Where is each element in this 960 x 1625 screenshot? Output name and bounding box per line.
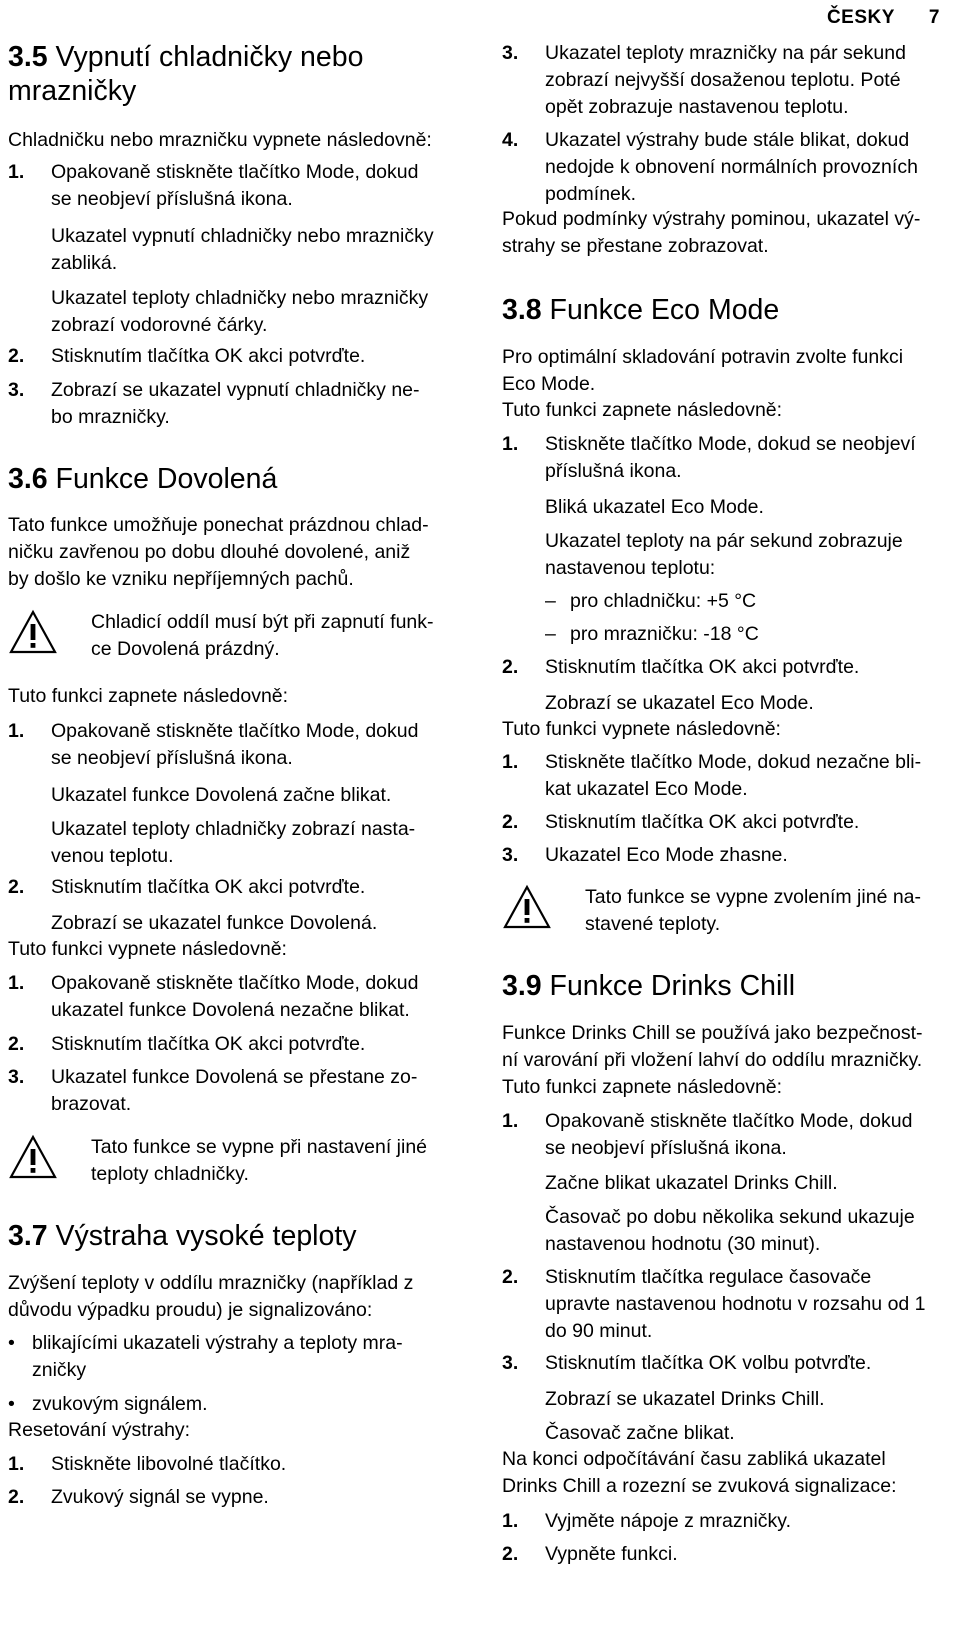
step-note: Ukazatel funkce Dovolená začne blikat. [51, 784, 392, 806]
step-number: 2. [8, 1033, 25, 1055]
step-text: Stisknutím tlačítka OK akci potvrďte. [545, 656, 860, 678]
section-title: Funkce Drinks Chill [549, 970, 796, 1002]
warning-box [8, 1134, 453, 1188]
step-note [545, 1204, 947, 1258]
page-number: 7 [928, 7, 940, 28]
paragraph: Resetování výstrahy: [8, 1419, 191, 1441]
paragraph-line: Funkce Drinks Chill se používá jako bezpečnost- [502, 1022, 923, 1044]
warning-box [502, 884, 947, 938]
step-text: příslušná ikona. [545, 460, 682, 482]
step-text: Vyjměte nápoje z mrazničky. [545, 1510, 792, 1532]
step-text: upravte nastavenou hodnotu v rozsahu od 1 [545, 1293, 926, 1315]
list-item [502, 1541, 947, 1568]
step-text: Stisknutím tlačítka OK volbu potvrďte. [545, 1352, 872, 1374]
section-number: 3.6 [8, 463, 48, 495]
section-3-6-heading [8, 462, 453, 496]
step-text: Zobrazí se ukazatel vypnutí chladničky ne- [51, 379, 420, 401]
step-text: Stisknutím tlačítka OK akci potvrďte. [51, 345, 366, 367]
step-number: 2. [502, 656, 519, 678]
step-note: Začne blikat ukazatel Drinks Chill. [545, 1172, 838, 1194]
section-3-5-heading [8, 40, 453, 108]
page-header [827, 4, 940, 31]
dash-item [545, 621, 947, 648]
step-text: se neobjeví příslušná ikona. [51, 188, 293, 210]
paragraph-line: ní varování při vložení lahví do oddílu mrazničky. [502, 1049, 923, 1071]
paragraph-line: Pro optimální skladování potravin zvolte funkci [502, 346, 904, 368]
step-text: zobrazí nejvyšší dosaženou teplotu. Poté [545, 69, 901, 91]
warning-triangle-icon [8, 1134, 58, 1180]
dash-text: pro chladničku: +5 °C [570, 590, 757, 612]
warning-text: Chladicí oddíl musí být při zapnutí funk- [91, 611, 434, 633]
list-item [8, 1484, 453, 1511]
paragraph [502, 1020, 947, 1074]
list-item [8, 343, 453, 370]
step-note [51, 816, 453, 870]
section-title: Funkce Dovolená [55, 463, 278, 495]
section-3-9-heading [502, 969, 947, 1003]
step-number: 1. [502, 751, 519, 773]
list-item [502, 1264, 947, 1345]
list-item [502, 127, 947, 208]
paragraph [502, 206, 947, 260]
list-item [502, 1350, 947, 1377]
section-3-7-heading [8, 1219, 453, 1253]
list-item [8, 1064, 453, 1118]
paragraph: Tuto funkci vypnete následovně: [502, 718, 781, 740]
section-number: 3.7 [8, 1220, 48, 1252]
step-number: 1. [502, 1510, 519, 1532]
list-item [8, 718, 453, 772]
step-text: Stisknutím tlačítka OK akci potvrďte. [545, 811, 860, 833]
paragraph-line: Tato funkce umožňuje ponechat prázdnou chlad- [8, 514, 429, 536]
step-note [51, 223, 453, 277]
step-text: Opakovaně stiskněte tlačítko Mode, dokud [51, 972, 419, 994]
paragraph-line: Pokud podmínky výstrahy pominou, ukazatel vý- [502, 208, 921, 230]
paragraph: Tuto funkci zapnete následovně: [502, 399, 783, 421]
step-text: do 90 minut. [545, 1320, 653, 1342]
step-number: 2. [8, 876, 25, 898]
paragraph [8, 1270, 453, 1324]
note-line: Ukazatel teploty chladničky nebo mrazničky [51, 287, 429, 309]
list-item [8, 970, 453, 1024]
list-item [8, 1031, 453, 1058]
list-item [8, 874, 453, 901]
language-label: ČESKY [826, 7, 895, 28]
bullet-item [8, 1391, 453, 1418]
step-number: 3. [8, 379, 25, 401]
step-number: 3. [502, 844, 519, 866]
warning-text: ce Dovolená prázdný. [91, 638, 280, 660]
step-number: 1. [8, 161, 25, 183]
step-text: podmínek. [545, 183, 637, 205]
step-text: kat ukazatel Eco Mode. [545, 778, 748, 800]
list-item [8, 1451, 453, 1478]
step-number: 1. [8, 1453, 25, 1475]
section-3-8-heading [502, 293, 947, 327]
step-number: 1. [502, 1110, 519, 1132]
step-text: Ukazatel výstrahy bude stále blikat, dokud [545, 129, 910, 151]
paragraph [502, 1446, 947, 1500]
step-text: Stiskněte tlačítko Mode, dokud se neobjeví [545, 433, 916, 455]
step-number: 1. [8, 972, 25, 994]
paragraph-line: důvodu výpadku proudu) je signalizováno: [8, 1299, 373, 1321]
warning-text: stavené teploty. [585, 913, 721, 935]
dash-icon: – [545, 590, 556, 612]
bullet-text: blikajícími ukazateli výstrahy a teploty mra- [32, 1332, 403, 1354]
section-number: 3.9 [502, 970, 542, 1002]
list-item [502, 40, 947, 121]
step-text: Stisknutím tlačítka regulace časovače [545, 1266, 872, 1288]
warning-text: Tato funkce se vypne zvolením jiné na- [585, 886, 922, 908]
step-note: Zobrazí se ukazatel Eco Mode. [545, 692, 814, 714]
step-text: Opakovaně stiskněte tlačítko Mode, dokud [545, 1110, 913, 1132]
step-text: Stiskněte libovolné tlačítko. [51, 1453, 287, 1475]
step-note [545, 528, 947, 582]
step-text: Stisknutím tlačítka OK akci potvrďte. [51, 1033, 366, 1055]
paragraph-line: ničku zavřenou po dobu dlouhé dovolené, aniž [8, 541, 411, 563]
note-line: Časovač po dobu několika sekund ukazuje [545, 1206, 915, 1228]
step-number: 3. [502, 1352, 519, 1374]
step-number: 1. [502, 433, 519, 455]
paragraph: Chladničku nebo mrazničku vypnete následovně: [8, 129, 432, 151]
section-title-line2: mrazničky [8, 75, 137, 107]
list-item [502, 431, 947, 485]
step-note: Zobrazí se ukazatel funkce Dovolená. [51, 912, 378, 934]
warning-triangle-icon [8, 609, 58, 655]
paragraph: Tuto funkci zapnete následovně: [8, 685, 289, 707]
paragraph-line: strahy se přestane zobrazovat. [502, 235, 769, 257]
step-text: se neobjeví příslušná ikona. [545, 1137, 787, 1159]
step-text: Ukazatel Eco Mode zhasne. [545, 844, 788, 866]
step-text: se neobjeví příslušná ikona. [51, 747, 293, 769]
step-number: 3. [8, 1066, 25, 1088]
step-text: nedojde k obnovení normálních provozních [545, 156, 918, 178]
step-number: 2. [502, 1543, 519, 1565]
step-number: 2. [8, 345, 25, 367]
section-title: Vypnutí chladničky nebo [55, 41, 364, 73]
list-item [502, 654, 947, 681]
step-text: opět zobrazuje nastavenou teplotu. [545, 96, 849, 118]
warning-box [8, 609, 453, 663]
section-title: Funkce Eco Mode [549, 294, 780, 326]
step-text: ukazatel funkce Dovolená nezačne blikat. [51, 999, 410, 1021]
step-number: 3. [502, 42, 519, 64]
step-number: 4. [502, 129, 519, 151]
step-text: Opakovaně stiskněte tlačítko Mode, dokud [51, 720, 419, 742]
bullet-text: zvukovým signálem. [32, 1393, 208, 1415]
paragraph [502, 344, 947, 398]
dash-text: pro mrazničku: -18 °C [570, 623, 759, 645]
list-item [502, 749, 947, 803]
bullet-icon: • [8, 1393, 15, 1415]
step-note: Časovač začne blikat. [545, 1422, 735, 1444]
note-line: Ukazatel teploty chladničky zobrazí nasta- [51, 818, 416, 840]
step-note: Zobrazí se ukazatel Drinks Chill. [545, 1388, 825, 1410]
step-note: Bliká ukazatel Eco Mode. [545, 496, 764, 518]
note-line: Ukazatel vypnutí chladničky nebo mrazničky [51, 225, 434, 247]
list-item [8, 159, 453, 213]
step-text: Ukazatel funkce Dovolená se přestane zo- [51, 1066, 418, 1088]
step-text: Vypněte funkci. [545, 1543, 678, 1565]
note-line: zobrazí vodorovné čárky. [51, 314, 268, 336]
warning-text: teploty chladničky. [91, 1163, 249, 1185]
step-number: 2. [502, 1266, 519, 1288]
step-note [51, 285, 453, 339]
warning-text: Tato funkce se vypne při nastavení jiné [91, 1136, 428, 1158]
bullet-item [8, 1330, 453, 1384]
section-title: Výstraha vysoké teploty [55, 1220, 357, 1252]
note-line: venou teplotu. [51, 845, 174, 867]
dash-icon: – [545, 623, 556, 645]
step-number: 2. [8, 1486, 25, 1508]
section-number: 3.8 [502, 294, 542, 326]
paragraph: Tuto funkci zapnete následovně: [502, 1076, 783, 1098]
step-text: Ukazatel teploty mrazničky na pár sekund [545, 42, 906, 64]
step-text: brazovat. [51, 1093, 132, 1115]
step-text: Opakovaně stiskněte tlačítko Mode, dokud [51, 161, 419, 183]
warning-triangle-icon [502, 884, 552, 930]
note-line: nastavenou teplotu: [545, 557, 716, 579]
section-number: 3.5 [8, 41, 48, 73]
paragraph-line: Drinks Chill a rozezní se zvuková signalizace: [502, 1475, 897, 1497]
paragraph-line: Zvýšení teploty v oddílu mrazničky (například z [8, 1272, 414, 1294]
step-text: Stisknutím tlačítka OK akci potvrďte. [51, 876, 366, 898]
list-item [502, 809, 947, 836]
list-item [502, 1508, 947, 1535]
paragraph-line: Na konci odpočítávání času zabliká ukazatel [502, 1448, 886, 1470]
note-line: nastavenou hodnotu (30 minut). [545, 1233, 821, 1255]
bullet-text: zničky [32, 1359, 87, 1381]
dash-item [545, 588, 947, 615]
paragraph [8, 512, 453, 593]
step-text: Zvukový signál se vypne. [51, 1486, 269, 1508]
list-item [8, 377, 453, 431]
list-item [502, 1108, 947, 1162]
list-item [502, 842, 947, 869]
note-line: Ukazatel teploty na pár sekund zobrazuje [545, 530, 903, 552]
note-line: zabliká. [51, 252, 118, 274]
bullet-icon: • [8, 1332, 15, 1354]
paragraph: Tuto funkci vypnete následovně: [8, 938, 287, 960]
step-number: 1. [8, 720, 25, 742]
step-number: 2. [502, 811, 519, 833]
step-text: bo mrazničky. [51, 406, 170, 428]
paragraph-line: Eco Mode. [502, 373, 596, 395]
step-text: Stiskněte tlačítko Mode, dokud nezačne bli- [545, 751, 922, 773]
paragraph-line: by došlo ke vzniku nepříjemných pachů. [8, 568, 354, 590]
